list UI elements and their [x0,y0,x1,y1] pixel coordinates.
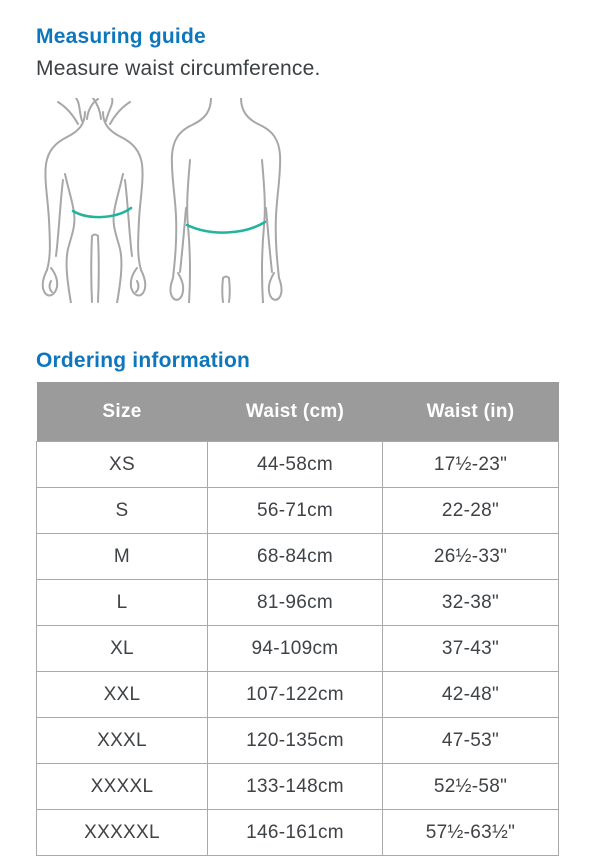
table-row [37,764,559,810]
male-body-outline [170,98,281,303]
waist-in-cell: 22-28" [383,488,559,534]
waist-measure-line [187,222,265,233]
size-cell: XXL [37,672,208,718]
size-chart-header [37,382,559,442]
measurement-illustration [38,98,605,303]
measuring-guide-section [36,24,605,303]
waist-cm-cell: 133-148cm [208,764,383,810]
measuring-guide-subtitle: Measure waist circumference. [36,57,321,80]
size-chart-body [37,442,559,856]
size-cell: XXXXL [37,764,208,810]
waist-in-cell: 42-48" [383,672,559,718]
ordering-information-title: Ordering information [36,349,250,372]
size-cell: L [37,580,208,626]
table-row [37,718,559,764]
waist-in-cell: 57½-63½" [383,810,559,856]
size-cell: XS [37,442,208,488]
waist-cm-cell: 120-135cm [208,718,383,764]
table-row [37,534,559,580]
header-row [37,382,559,442]
waist-cm-cell: 107-122cm [208,672,383,718]
waist-cm-cell: 44-58cm [208,442,383,488]
table-row [37,626,559,672]
table-row [37,580,559,626]
male-back-figure-illustration [162,98,290,303]
waist-in-cell: 17½-23" [383,442,559,488]
column-header-size: Size [37,382,208,442]
size-cell: M [37,534,208,580]
size-chart-table [36,382,559,856]
measuring-guide-title: Measuring guide [36,25,206,48]
table-row [37,442,559,488]
waist-cm-cell: 146-161cm [208,810,383,856]
waist-in-cell: 52½-58" [383,764,559,810]
size-cell: XL [37,626,208,672]
size-cell: XXXL [37,718,208,764]
size-cell: S [37,488,208,534]
female-back-figure-illustration [38,98,150,303]
waist-measure-line [73,208,131,217]
table-row [37,488,559,534]
waist-cm-cell: 94-109cm [208,626,383,672]
waist-in-cell: 26½-33" [383,534,559,580]
ordering-information-section [36,348,605,856]
column-header-waist-cm: Waist (cm) [208,382,383,442]
waist-in-cell: 47-53" [383,718,559,764]
waist-cm-cell: 81-96cm [208,580,383,626]
table-row [37,810,559,856]
waist-cm-cell: 56-71cm [208,488,383,534]
waist-in-cell: 32-38" [383,580,559,626]
waist-in-cell: 37-43" [383,626,559,672]
table-row [37,672,559,718]
waist-cm-cell: 68-84cm [208,534,383,580]
size-cell: XXXXXL [37,810,208,856]
column-header-waist-in: Waist (in) [383,382,559,442]
female-body-outline [43,98,145,303]
